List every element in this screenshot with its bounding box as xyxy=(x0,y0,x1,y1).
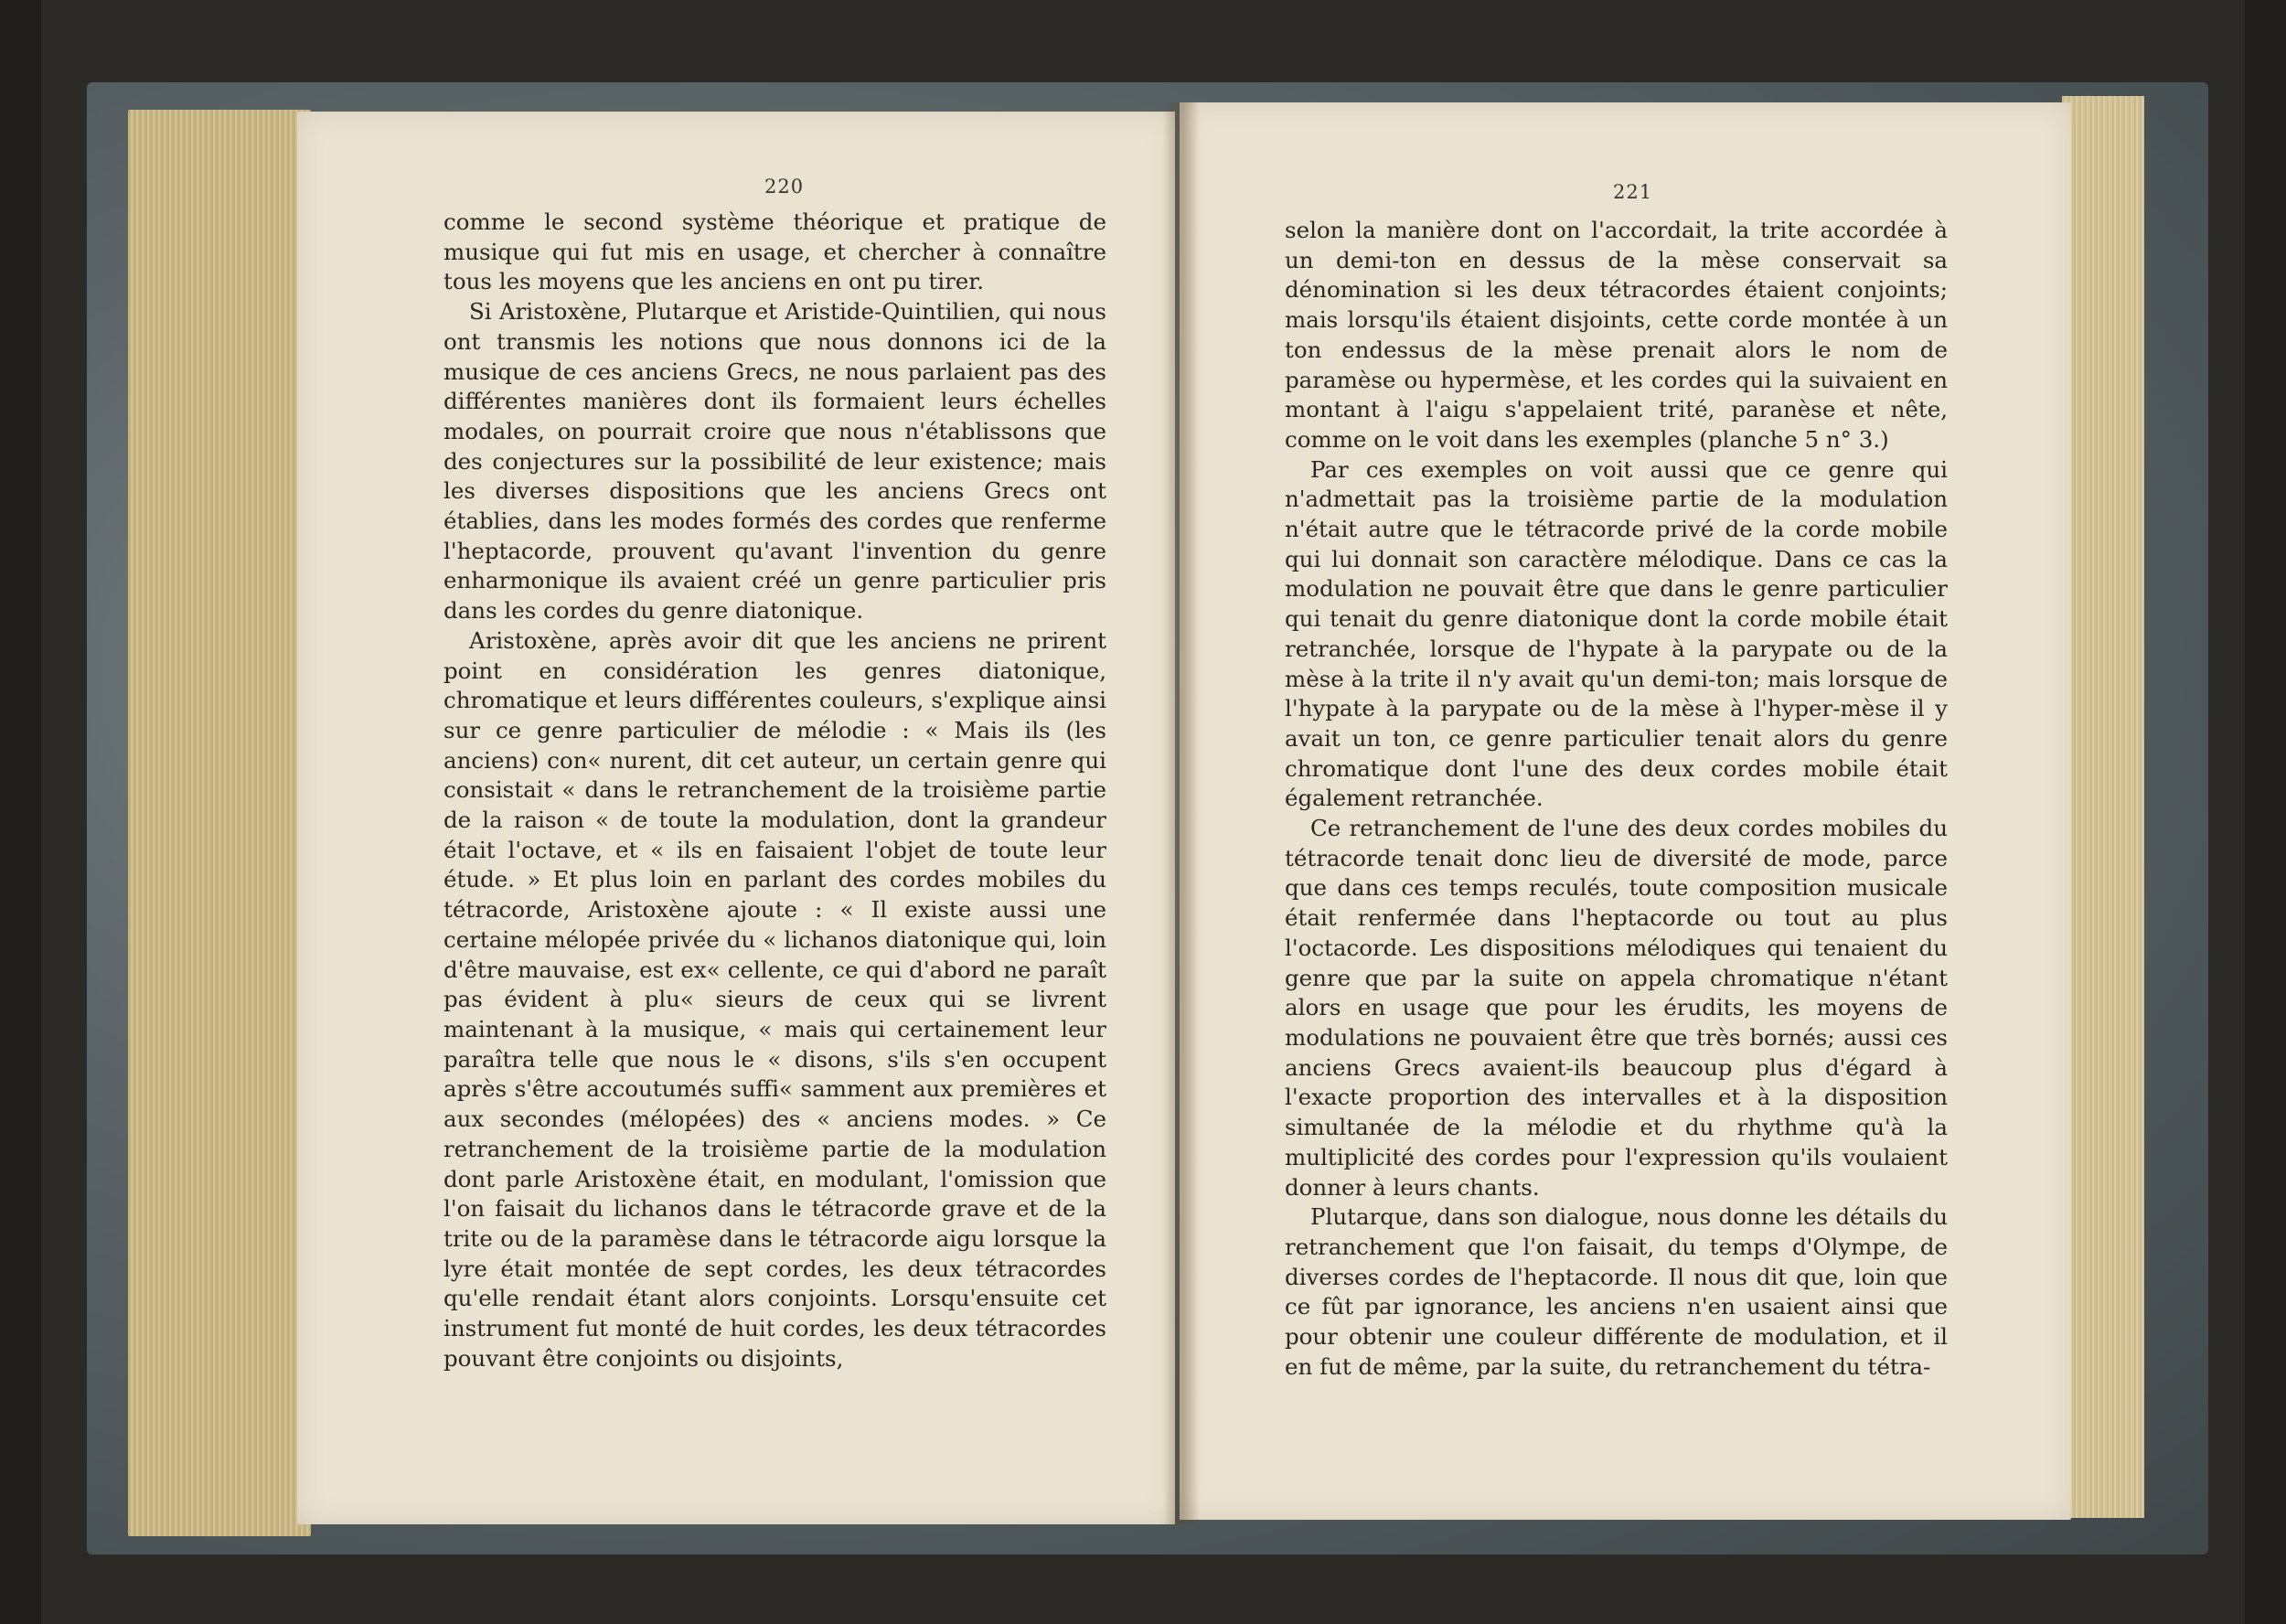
right-page-text xyxy=(1285,216,1948,1382)
paragraph: selon la manière dont on l'accordait, la trite accordée à un demi-ton en dessus de la mèse conservait sa dénomination si les deux tétracordes étaient conjoints; mais lorsqu'ils étaient disjoints, cette corde montée à un ton endessus de la mèse prenait alors le nom de paramèse ou hypermèse, et les cordes qui la suivaient en montant à l'aigu s'appelaient trité, paranèse et nête, comme on le voit dans les exemples (planche 5 n° 3.) xyxy=(1285,217,1948,453)
paragraph: comme le second système théorique et pratique de musique qui fut mis en usage, et chercher à connaître tous les moyens que les anciens en ont pu tirer. xyxy=(443,208,1106,295)
left-page-text xyxy=(443,208,1106,1373)
page-edges-left xyxy=(128,110,311,1536)
left-page-number: 220 xyxy=(764,176,805,198)
paragraph: Si Aristoxène, Plutarque et Aristide-Quintilien, qui nous ont transmis les notions que nous donnons ici de la musique de ces anciens Grecs, ne nous parlaient pas des différentes manières dont ils formaient leurs échelles modales, on pourrait croire que nous n'établissons que des conjectures sur la possibilité de leur existence; mais les diverses dispositions que les anciens Grecs ont établies, dans les modes formés des cordes que renferme l'heptacorde, prouvent qu'avant l'invention du genre enharmonique ils avaient créé un genre particulier pris dans les cordes du genre diatonique. xyxy=(443,298,1106,625)
paragraph: Ce retranchement de l'une des deux cordes mobiles du tétracorde tenait donc lieu de diversité de mode, parce que dans ces temps reculés, toute composition musicale était renfermée dans l'heptacorde ou tout au plus l'octacorde. Les dispositions mélodiques qui tenaient du genre que par la suite on appela chromatique n'étant alors en usage que pour les érudits, les moyens de modulations ne pouvaient être que très bornés; aussi ces anciens Grecs avaient-ils beaucoup plus d'égard à l'exacte proportion des intervalles et à la disposition simultanée de la mélodie et du rhythme qu'à la multiplicité des cordes pour l'expression qu'ils voulaient donner à leurs chants. xyxy=(1285,815,1948,1201)
right-page-number: 221 xyxy=(1613,181,1653,203)
paragraph: Plutarque, dans son dialogue, nous donne les détails du retranchement que l'on faisait, du temps d'Olympe, de diverses cordes de l'heptacorde. Il nous dit que, loin que ce fût par ignorance, les anciens n'en usaient ainsi que pour obtenir une couleur différente de modulation, et il en fut de même, par la suite, du retranchement du tétra- xyxy=(1285,1203,1948,1380)
paragraph: Par ces exemples on voit aussi que ce genre qui n'admettait pas la troisième partie de la modulation n'était autre que le tétracorde privé de la corde mobile qui lui donnait son caractère mélodique. Dans ce cas la modulation ne pouvait être que dans le genre particulier qui tenait du genre diatonique dont la corde mobile était retranchée, lorsque de l'hypate à la parypate ou de la mèse à la trite il n'y avait qu'un demi-ton; mais lorsque de l'hypate à la parypate ou de la mèse à l'hyper-mèse il y avait un ton, ce genre particulier tenait alors du genre chromatique dont l'une des deux cordes mobile était également retranchée. xyxy=(1285,455,1948,812)
paragraph: Aristoxène, après avoir dit que les anciens ne prirent point en considération les genres diatonique, chromatique et leurs différentes couleurs, s'explique ainsi sur ce genre particulier de mélodie : « Mais ils (les anciens) con« nurent, dit cet auteur, un certain genre qui consistait « dans le retranchement de la troisième partie de la raison « de toute la modulation, dont la grandeur était l'octave, et « ils en faisaient l'objet de toute leur étude. » Et plus loin en parlant des cordes mobiles du tétracorde, Aristoxène ajoute : « Il existe aussi une certaine mélopée privée du « lichanos diatonique qui, loin d'être mauvaise, est ex« cellente, ce qui d'abord ne paraît pas évident à plu« sieurs de ceux qui se livrent maintenant à la musique, « mais qui certainement leur paraîtra telle que nous le « disons, s'ils s'en occupent après s'être accoutumés suffi« samment aux premières et aux secondes (mélopées) des « anciens modes. » Ce retranchement de la troisième partie de la modulation dont parle Aristoxène était, en modulant, l'omission que l'on faisait du lichanos dans le tétracorde grave et de la trite ou de la paramèse dans le tétracorde aigu lorsque la lyre était montée de sept cordes, les deux tétracordes qu'elle rendait étant alors conjoints. Lorsqu'ensuite cet instrument fut monté de huit cordes, les deux tétracordes pouvant être conjoints ou disjoints, xyxy=(443,626,1106,1372)
page-edges-right xyxy=(2062,96,2144,1518)
book-gutter xyxy=(1163,102,1200,1524)
